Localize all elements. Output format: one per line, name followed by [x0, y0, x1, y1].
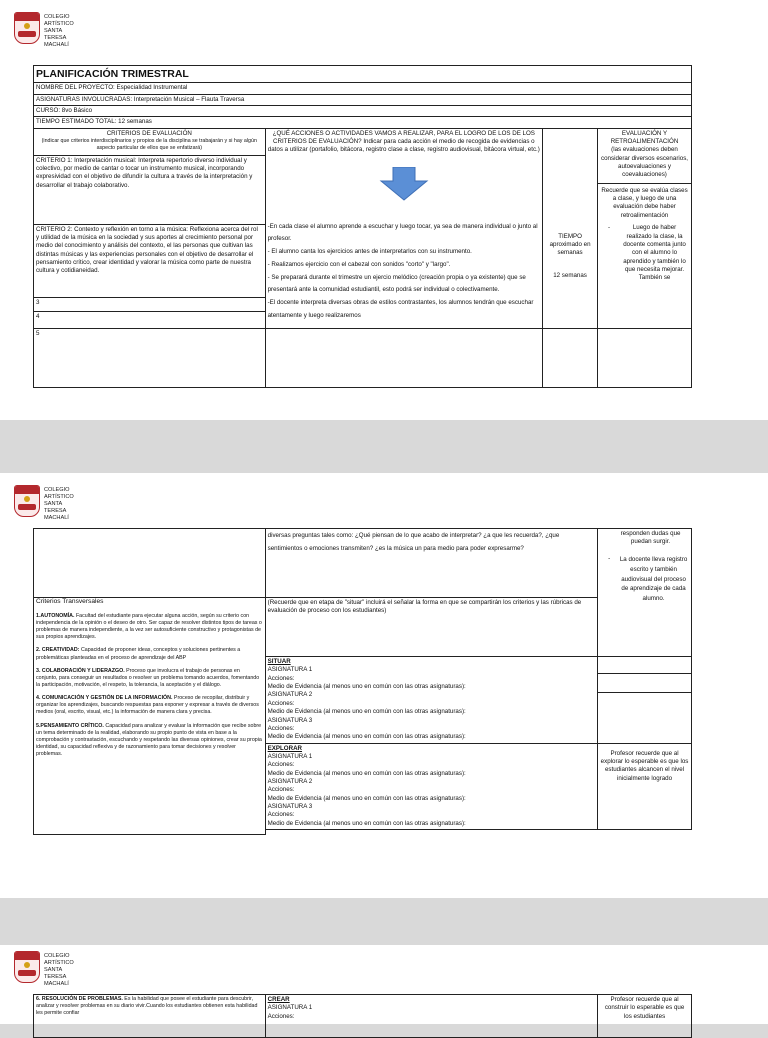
school-name: COLEGIO ARTÍSTICO SANTA TERESA MACHALÍ [44, 953, 74, 987]
page-3 [0, 945, 768, 1024]
explorar-eval: Profesor recuerde que al explorar lo esperable es que los estudiantes alcancen el nivel inicialmente logrado [598, 743, 692, 830]
actions-label: Acciones: [267, 1012, 295, 1020]
criteria-note: (indicar que criterios interdisciplinarios y propios de la disciplina se trabajarán y si hay algún aspecto particular de ellos que se enfatizará) [41, 137, 257, 152]
evaluation-reminder: Recuerde que se evalúa clases a clase, y luego de una evaluación debe haber retroalimentación [598, 183, 691, 220]
actions-label: Acciones: [267, 699, 295, 707]
planning-table [33, 65, 692, 388]
down-arrow-icon [379, 167, 429, 201]
explorar-block [265, 743, 597, 830]
actions-label: Acciones: [267, 811, 295, 819]
subject-1: ASIGNATURA 1 [267, 1004, 313, 1012]
criteria-header [34, 128, 266, 155]
transversal-6: 6. RESOLUCIÓN DE PROBLEMAS. Es la habilidad que posee el estudiante para descubrir, analizar y resolver problemas en su diario vivir.Cuando los estudiantes obtienen esta habilidad les permite confiar [34, 995, 266, 1038]
time-cell [543, 128, 598, 328]
questions-continued: diversas preguntas tales como: ¿Qué piensan de lo que acabo de interpretar? ¿a que les recuerda?, ¿que sentimientos o emociones transmiten? ¿es la música un para medio para poder expresarme? [265, 529, 597, 598]
situar-block [265, 657, 597, 744]
evaluation-header: EVALUACIÓN Y RETROALIMENTACIÓN [610, 129, 679, 145]
planning-table-p3 [33, 994, 692, 1038]
evaluation-bullet-2 [600, 555, 689, 605]
page-1 [0, 0, 768, 420]
crear-title: CREAR [267, 996, 290, 1003]
subject-3: ASIGNATURA 3 [267, 716, 313, 724]
project-name: NOMBRE DEL PROYECTO: Especialidad Instrumental [34, 83, 692, 94]
criterion-4: 4 [34, 311, 266, 328]
actions-label: Acciones: [267, 786, 295, 794]
transversal-criteria [34, 598, 266, 835]
school-name: COLEGIO ARTÍSTICO SANTA TERESA MACHALÍ [44, 14, 74, 48]
criterion-2: CRITERIO 2: Contexto y reflexión en torno a la música: Reflexiona acerca del rol y utilidad de la música en la sociedad y sus aportes al crecimiento personal por medio del conocimiento y análisis del contexto, el las personas que cultivan las distintas músicas y las experiencias personales con el objetivo de desarrollar el pensamiento crítico, crear identidad y valorar la música como parte de nuestra cultura y cotidianeidad. [34, 224, 266, 297]
bullet-dash: - [608, 554, 611, 562]
action-3: - Realizamos ejercicio con el cabezal con sonidos "corto" y "largo". [267, 260, 451, 268]
actions-cell [265, 128, 543, 328]
transversal-1: 1.AUTONOMÍA. Facultad del estudiante para ejecutar alguna acción, según su criterio con independencia de la opinión o el deseo de otro. Ser capaz de resolver distintos tipos de tareas o problemas de manera independiente, a la vez ser autosuficiente constructivo y protagonistas de sus propios aprendizajes. [36, 612, 262, 641]
evaluation-bullet-text: Luego de haber realizado la clase, la docente comenta junto con el alumno lo aprendido y también lo que necesita mejorar. También se [623, 224, 686, 282]
actions-label: Acciones: [267, 761, 295, 769]
evaluation-cont-text: responden dudas que puedan surgir. [620, 530, 681, 546]
subject-1: ASIGNATURA 1 [267, 752, 313, 760]
transversal-4: 4. COMUNICACIÓN Y GESTIÓN DE LA INFORMACIÓN. Proceso de recopilar, distribuir y organizar los aprendizajes, buscando respuestas para exponer y expresar a través de diversos medios (oral, escrito, visual, etc.) la información de manera clara y precisa. [36, 695, 259, 716]
situar-note: (Recuerde que en etapa de "situar" incluirá el señalar la forma en que se compartirán los criterios y las rúbricas de evaluación de proceso con los estudiantes) [265, 598, 597, 657]
situar-title: SITUAR [267, 658, 291, 665]
subject-2: ASIGNATURA 2 [267, 691, 313, 699]
doc-title: PLANIFICACIÓN TRIMESTRAL [34, 66, 692, 83]
evidence-label: Medio de Evidencia (al menos uno en común con las otras asignaturas): [267, 794, 466, 802]
action-4: - Se preparará durante el trimestre un ejercio melódico (creación propia o ya existente) que se presentará ante la comunidad estudiantil, esto podrá ser individual o colectivamente. [267, 273, 526, 294]
transversal-5: 5.PENSAMIENTO CRÍTICO. Capacidad para analizar y evaluar la información que recibe sobre un tema determinado de la realidad, elaborando su propio punto de vista en base a la comprobación y contrastación, escuchando y respetando las diversas opiniones, crear su propia identidad, su capacidad reflexiva y de razonamiento para tomar decisiones y resolver problemas. [36, 722, 262, 758]
crear-eval: Profesor recuerde que al construir lo esperable es que los estudiantes [598, 995, 692, 1038]
evaluation-bullet [600, 224, 689, 283]
action-1: -En cada clase el alumno aprende a escuchar y luego tocar, ya sea de manera individual o junto al profesor. [267, 222, 538, 243]
evidence-label: Medio de Evidencia (al menos uno en común con las otras asignaturas): [267, 733, 466, 741]
time-value: 12 semanas [553, 271, 587, 279]
page-2 [0, 473, 768, 898]
actions-label: Acciones: [267, 674, 295, 682]
school-logo [14, 485, 40, 517]
actions-header: ¿QUÉ ACCIONES O ACTIVIDADES VAMOS A REALIZAR, PARA EL LOGRO DE LOS DE LOS CRITERIOS DE EVALUACIÓN? Indicar para cada acción el medio de recogida de evidencias o datos a utilizar (portafolio, bitácora, registro clase a clase, registro audiovisual, bitácora virtual, etc.) [267, 129, 540, 154]
criterion-5: 5 [34, 328, 266, 387]
situar-eval [598, 657, 692, 744]
transversal-header: Criterios Transversales [36, 598, 104, 605]
subject-2: ASIGNATURA 2 [267, 778, 313, 786]
actions-label: Acciones: [267, 724, 295, 732]
evidence-label: Medio de Evidencia (al menos uno en común con las otras asignaturas): [267, 769, 466, 777]
explorar-title: EXPLORAR [267, 744, 303, 752]
evidence-label: Medio de Evidencia (al menos uno en común con las otras asignaturas): [267, 819, 466, 827]
criterion-3: 3 [34, 297, 266, 311]
transversal-3: 3. COLABORACIÓN Y LIDERAZGO. Proceso que involucra el trabajo de personas en conjunto, para conseguir un resultados o resolver un problema tomando acuerdos, fomentando la participación, motivación, el respeto, la tolerancia, la aceptación y el diálogo. [36, 667, 260, 689]
criteria-title: CRITERIOS DE EVALUACIÓN [106, 129, 192, 137]
subject-1: ASIGNATURA 1 [267, 666, 313, 674]
action-2: - El alumno canta los ejercicios antes de interpretarlos con su instrumento. [267, 248, 472, 256]
planning-table-cont [33, 528, 692, 835]
subjects: ASIGNATURAS INVOLUCRADAS: Interpretación Musical – Flauta Traversa [34, 94, 692, 105]
school-logo [14, 951, 40, 983]
transversal-2: 2. CREATIVIDAD: Capacidad de proponer ideas, conceptos y soluciones pertinentes a problemáticas planteadas en el proceso de aprendizaje del ABP [36, 647, 241, 661]
evaluation-note: (las evaluaciones deben considerar diversos escenarios, autoevaluaciones y coevaluaciones) [601, 146, 689, 179]
bullet-dash: - [608, 224, 611, 232]
evaluation-cell [598, 128, 692, 328]
subject-3: ASIGNATURA 3 [267, 803, 313, 811]
school-logo [14, 12, 40, 44]
school-name: COLEGIO ARTÍSTICO SANTA TERESA MACHALÍ [44, 487, 74, 521]
crear-block [265, 995, 597, 1038]
evaluation-cont [598, 529, 692, 657]
evidence-label: Medio de Evidencia (al menos uno en común con las otras asignaturas): [267, 683, 466, 691]
evaluation-bullet-2-text: La docente lleva registro escrito y también audiovisual del proceso de aprendizaje de cada alumno. [619, 555, 688, 603]
blank-cell [34, 529, 266, 598]
criterion-1: CRITERIO 1: Interpretación musical: Interpreta repertorio diverso individual y colectivo, por medio de cantar o tocar un instrumento musical, incorporando expresividad con el objetivo de difundir la cultura a través de la interpretación y desarrollar el trabajo colaborativo. [34, 155, 266, 224]
evidence-label: Medio de Evidencia (al menos uno en común con las otras asignaturas): [267, 708, 466, 716]
action-5: -El docente interpreta diversas obras de estilos contrastantes, los alumnos tendrán que escuchar atentamente y luego realizaremos [267, 298, 534, 319]
time-header: TIEMPO aproximado en semanas [549, 232, 591, 257]
estimated-time: TIEMPO ESTIMADO TOTAL: 12 semanas [34, 117, 692, 128]
course: CURSO: 8vo Básico [34, 105, 692, 116]
